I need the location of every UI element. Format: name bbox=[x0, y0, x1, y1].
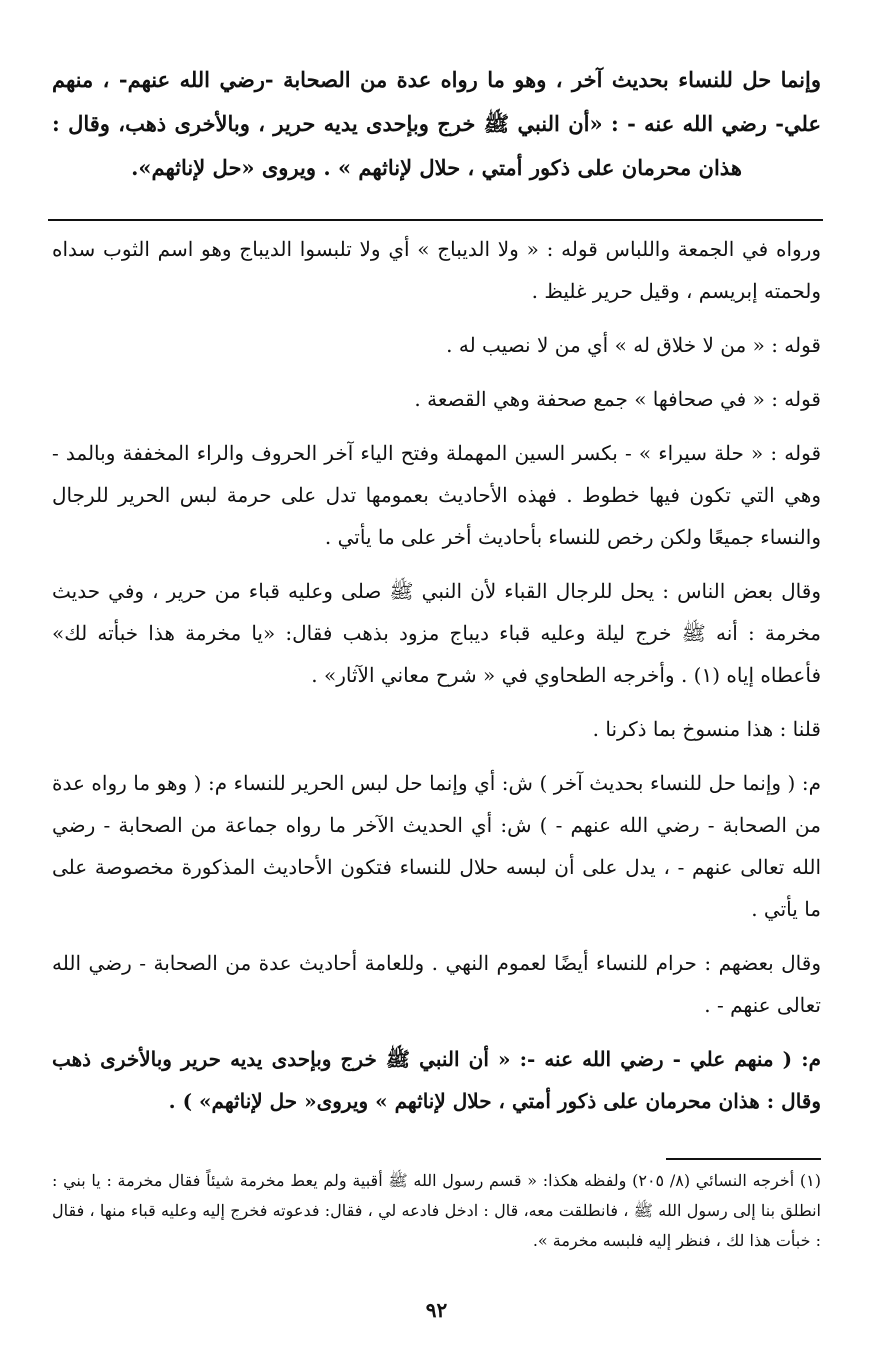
commentary-paragraph-5: وقال بعض الناس : يحل للرجال القباء لأن النبي ﷺ صلى وعليه قباء من حرير ، وفي حديث مخرمة : أنه ﷺ خرج ليلة وعليه قباء ديباج مزود بذهب فقال: «يا مخرمة هذا خبأته لك» فأعطاه إياه (١) . وأخرجه الطحاوي في « شرح معاني الآثار» . bbox=[52, 579, 821, 687]
matn-separator-line bbox=[48, 219, 823, 221]
footnote-text: (١) أخرجه النسائي (٨/ ٢٠٥) ولفظه هكذا: « قسم رسول الله ﷺ أقبية ولم يعط مخرمة شيئاً فقال مخرمة : يا بني : انطلق بنا إلى رسول الله ﷺ ، فانطلقت معه، قال : ادخل فادعه لي ، فقال: فدعوته فخرج إليه وعليه قباء منها ، فقال : خبأت هذا لك ، فنظر إليه فلبسه مخرمة ». bbox=[52, 1171, 822, 1250]
commentary-paragraph-2: قوله : « من لا خلاق له » أي من لا نصيب له . bbox=[446, 333, 821, 357]
commentary-paragraph-7: م: ( وإنما حل للنساء بحديث آخر ) ش: أي وإنما حل لبس الحرير للنساء م: ( وهو ما رواه عدة من الصحابة - رضي الله عنهم - ) ش: أي الحديث الآخر ما رواه جماعة من الصحابة - رضي الله تعالى عنهم - ، يدل على أن لبسه حلال للنساء فتكون الأحاديث المذكورة مخصوصة على ما يأتي . bbox=[52, 771, 821, 921]
matn-text: وإنما حل للنساء بحديث آخر ، وهو ما رواه عدة من الصحابة -رضي الله عنهم- ، منهم علي- رضي الله عنه - : «أن النبي ﷺ خرج وبإحدى يديه حرير ، وبالأخرى ذهب، وقال : هذان محرمان على ذكور أمتي ، حلال لإناثهم » . ويروى «حل لإناثهم». bbox=[52, 67, 821, 180]
commentary-paragraph-4: قوله : « حلة سيراء » - بكسر السين المهملة وفتح الياء آخر الحروف والراء المخففة وبالمد - وهي التي تكون فيها خطوط . فهذه الأحاديث بعمومها تدل على حرمة لبس الحرير للرجال والنساء جميعًا ولكن رخص للنساء بأحاديث أخر على ما يأتي . bbox=[52, 441, 821, 549]
footnote-separator-line bbox=[666, 1158, 821, 1160]
commentary-section bbox=[52, 228, 821, 1134]
commentary-paragraph-1: ورواه في الجمعة واللباس قوله : « ولا الديباج » أي ولا تلبسوا الديباج وهو اسم الثوب سداه ولحمته إبريسم ، وقيل حرير غليظ . bbox=[52, 237, 821, 303]
commentary-paragraph-9: م: ( منهم علي - رضي الله عنه -: « أن النبي ﷺ خرج وبإحدى يديه حرير وبالأخرى ذهب وقال : هذان محرمان على ذكور أمتي ، حلال لإناثهم » ويروى« حل لإناثهم» ) . bbox=[52, 1047, 821, 1113]
commentary-paragraph-8: وقال بعضهم : حرام للنساء أيضًا لعموم النهي . وللعامة أحاديث عدة من الصحابة - رضي الله تعالى عنهم - . bbox=[52, 951, 821, 1017]
commentary-paragraph-3: قوله : « في صحافها » جمع صحفة وهي القصعة . bbox=[414, 387, 821, 411]
page-number: ٩٢ bbox=[425, 1298, 448, 1322]
commentary-paragraph-6: قلنا : هذا منسوخ بما ذكرنا . bbox=[592, 717, 821, 741]
